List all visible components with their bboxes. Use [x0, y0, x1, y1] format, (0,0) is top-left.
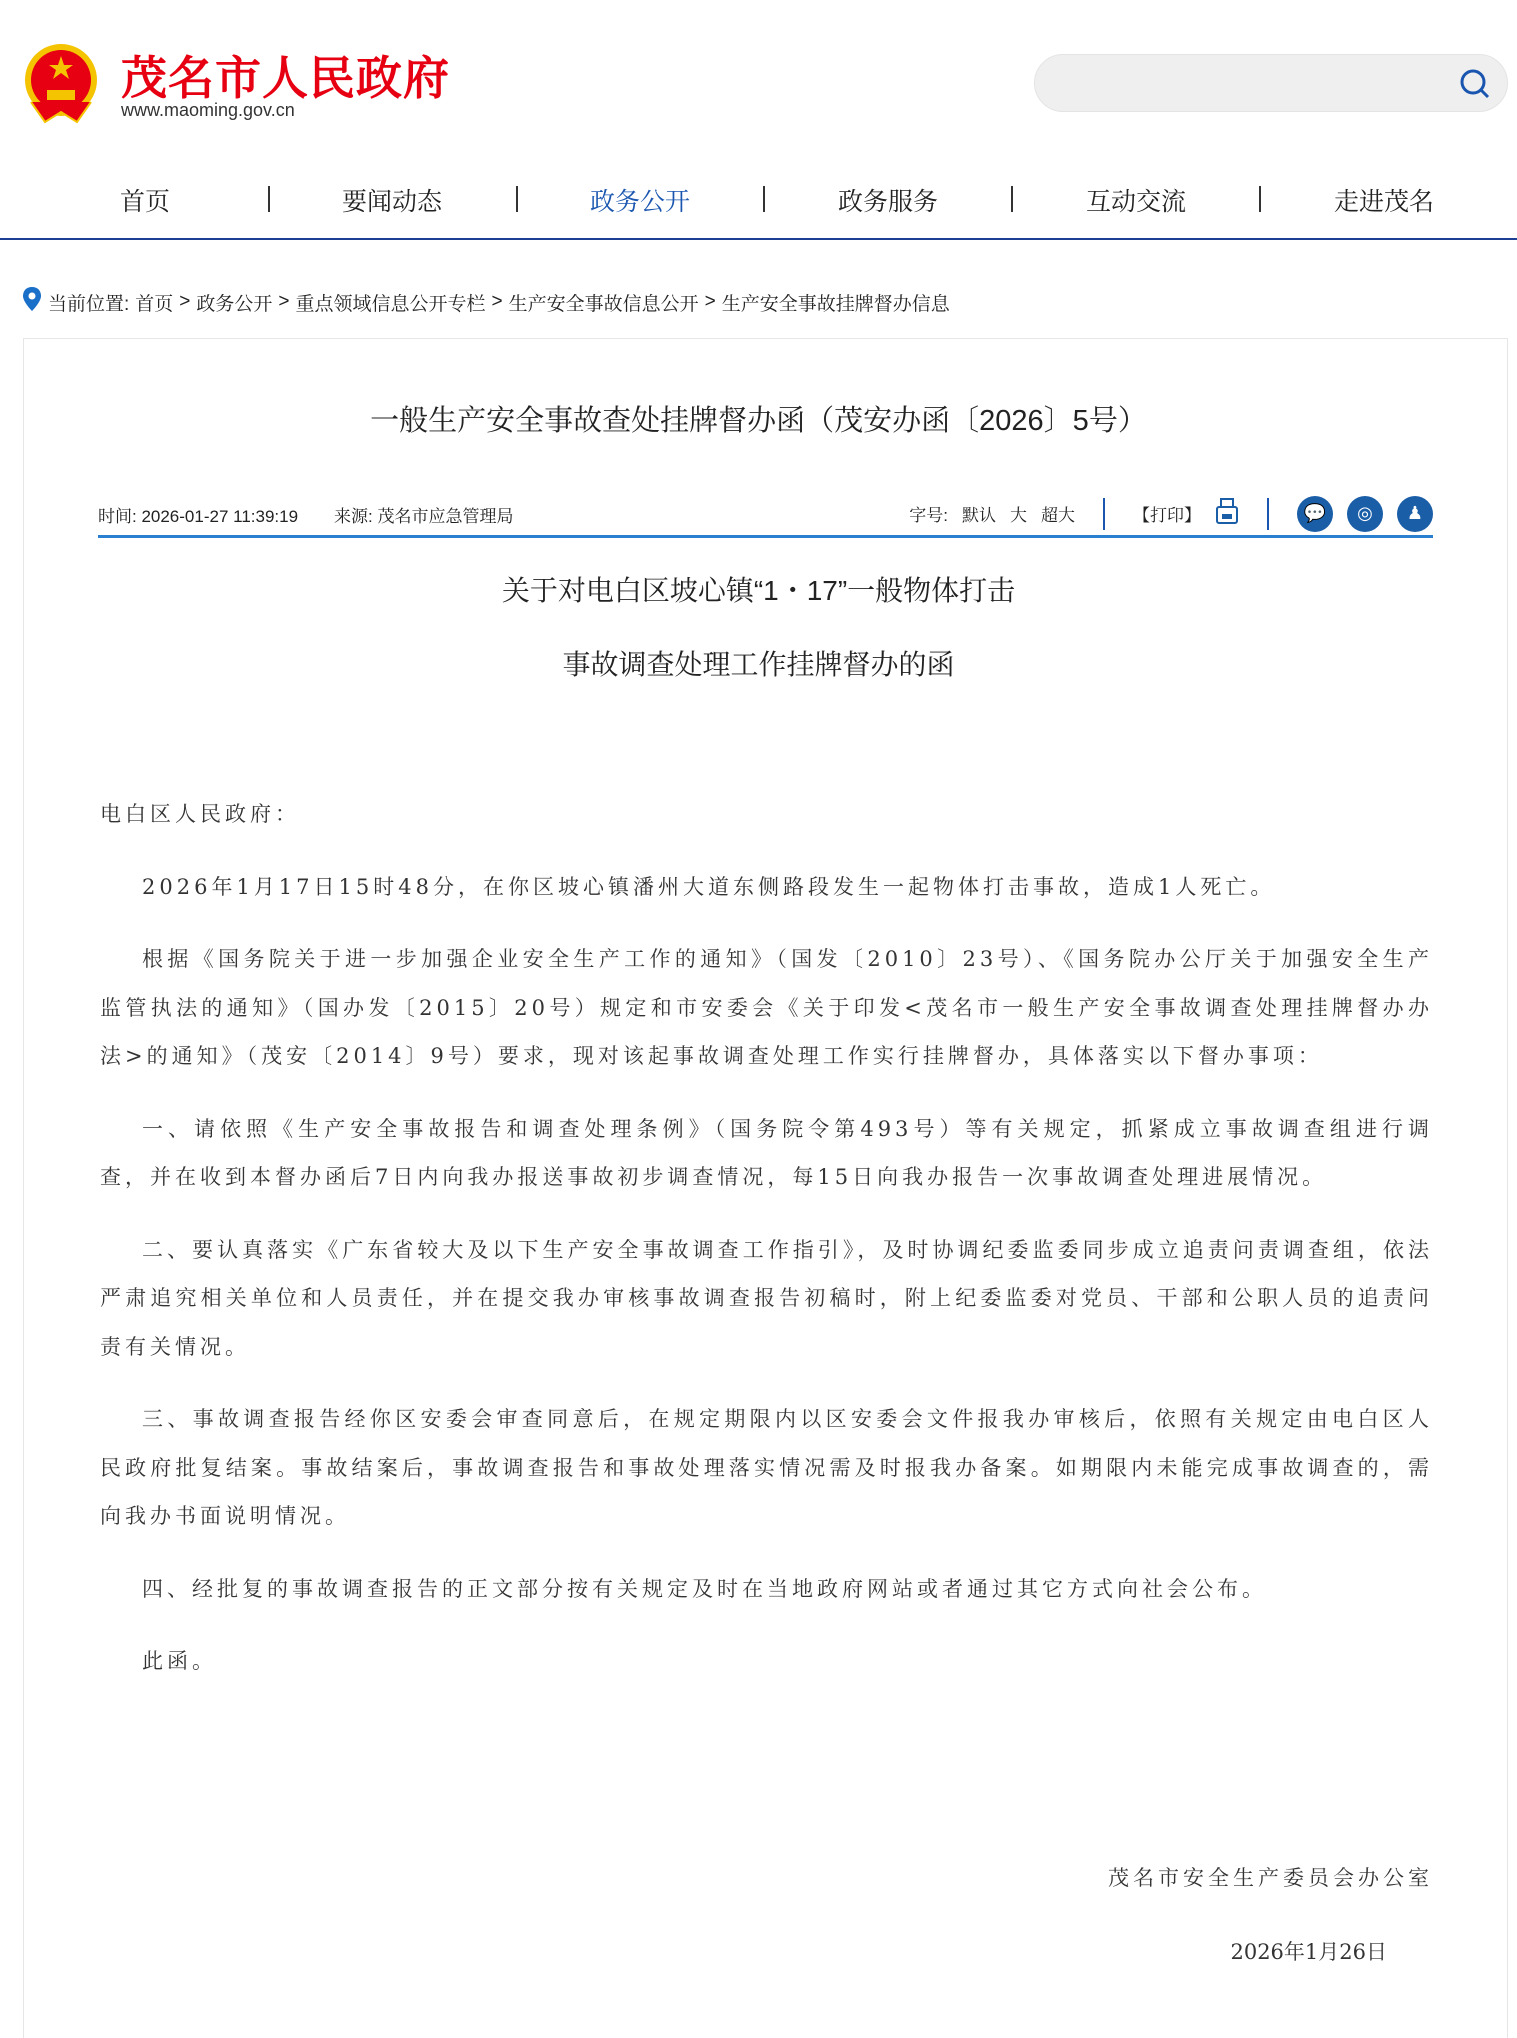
nav-news[interactable]: 要闻动态: [341, 188, 443, 216]
font-xlarge-button[interactable]: 超大: [1041, 506, 1075, 525]
breadcrumb-sep: >: [179, 291, 191, 312]
breadcrumb-supervision-info[interactable]: 生产安全事故挂牌督办信息: [721, 293, 950, 315]
divider: [1103, 498, 1105, 530]
publish-time: 时间: 2026-01-27 11:39:19: [98, 507, 299, 526]
nav-services[interactable]: 政务服务: [837, 188, 939, 216]
signature: 茂名市安全生产委员会办公室: [1108, 1866, 1433, 1890]
font-large-button[interactable]: 大: [1010, 506, 1027, 525]
breadcrumb-sep: >: [278, 291, 290, 312]
nav-divider: [516, 186, 518, 212]
breadcrumb: [22, 286, 950, 318]
article-meta: [98, 494, 1433, 538]
body-paragraph: 根据《国务院关于进一步加强企业安全生产工作的通知》（国发〔2010〕23号）、《国务院办公厅关于加强安全生产监管执法的通知》（国办发〔2015〕20号）规定和市安委会《关于印发<茂名市一般生产安全事故调查处理挂牌督办办法>的通知》（茂安〔2014〕9号）要求，现对该起事故调查处理工作实行挂牌督办，具体落实以下督办事项：: [100, 947, 1433, 1068]
search-icon[interactable]: [1459, 68, 1491, 100]
body-paragraph: 二、要认真落实《广东省较大及以下生产安全事故调查工作指引》，及时协调纪委监委同步成立追责问责调查组，依法严肃追究相关单位和人员责任，并在提交我办审核事故调查报告初稿时，附上纪委监委对党员、干部和公职人员的追责问责有关情况。: [100, 1237, 1433, 1359]
signature-date: 2026年1月26日: [1230, 1940, 1387, 1964]
breadcrumb-accident-info[interactable]: 生产安全事故信息公开: [508, 293, 699, 315]
wechat-share-icon[interactable]: 💬: [1297, 496, 1333, 532]
breadcrumb-home[interactable]: 首页: [135, 293, 174, 315]
divider: [1267, 498, 1269, 530]
body-paragraph: 三、事故调查报告经你区安委会审查同意后，在规定期限内以区安委会文件报我办审核后，依照有关规定由电白区人民政府批复结案。事故结案后，事故调查报告和事故处理落实情况需及时报我办备案。如期限内未能完成事故调查的，需向我办书面说明情况。: [100, 1407, 1433, 1528]
breadcrumb-sep: >: [491, 291, 503, 312]
breadcrumb-sep: >: [704, 291, 716, 312]
site-title[interactable]: 茂名市人民政府: [121, 52, 450, 104]
body-paragraph: 四、经批复的事故调查报告的正文部分按有关规定及时在当地政府网站或者通过其它方式向社会公布。: [142, 1576, 1267, 1601]
breadcrumb-prefix: 当前位置:: [48, 293, 130, 315]
nav-government-affairs[interactable]: 政务公开: [589, 188, 691, 216]
nav-about-maoming[interactable]: 走进茂名: [1333, 188, 1435, 216]
nav-interaction[interactable]: 互动交流: [1085, 188, 1187, 216]
weibo-share-icon[interactable]: ◎: [1347, 496, 1383, 532]
font-default-button[interactable]: 默认: [962, 506, 996, 525]
article-body: [100, 790, 1433, 1710]
printer-icon[interactable]: [1215, 497, 1239, 530]
article-title: 一般生产安全事故查处挂牌督办函（茂安办函〔2026〕5号）: [370, 405, 1147, 437]
breadcrumb-gov-affairs[interactable]: 政务公开: [196, 293, 273, 315]
body-paragraph: 一、请依照《生产安全事故报告和调查处理条例》（国务院令第493号）等有关规定，抓紧成立事故调查组进行调查，并在收到本督办函后7日内向我办报送事故初步调查情况，每15日向我办报告一次事故调查处理进展情况。: [100, 1116, 1433, 1189]
site-url: www.maoming.gov.cn: [121, 100, 295, 120]
location-pin-icon: [22, 286, 42, 318]
document-subtitle-line2: 事故调查处理工作挂牌督办的函: [562, 649, 955, 680]
breadcrumb-key-areas[interactable]: 重点领域信息公开专栏: [295, 293, 486, 315]
font-size-label: 字号:: [909, 506, 948, 525]
body-paragraph: 此函。: [142, 1649, 217, 1673]
nav-divider: [763, 186, 765, 212]
search-input[interactable]: [1059, 55, 1459, 111]
qq-share-icon[interactable]: ♟: [1397, 496, 1433, 532]
search-box: [1034, 54, 1508, 112]
salutation: 电白区人民政府：: [100, 802, 300, 826]
main-nav: [0, 176, 1517, 240]
nav-divider: [268, 186, 270, 212]
article-source: 来源: 茂名市应急管理局: [334, 507, 514, 526]
nav-divider: [1259, 186, 1261, 212]
body-paragraph: 2026年1月17日15时48分，在你区坡心镇潘州大道东侧路段发生一起物体打击事故，造成1人死亡。: [142, 874, 1276, 899]
nav-divider: [1011, 186, 1013, 212]
document-subtitle-line1: 关于对电白区坡心镇“1・17”一般物体打击: [501, 575, 1016, 606]
print-button[interactable]: 【打印】: [1133, 506, 1201, 525]
nav-home[interactable]: 首页: [119, 188, 171, 216]
national-emblem-logo[interactable]: [23, 42, 99, 124]
